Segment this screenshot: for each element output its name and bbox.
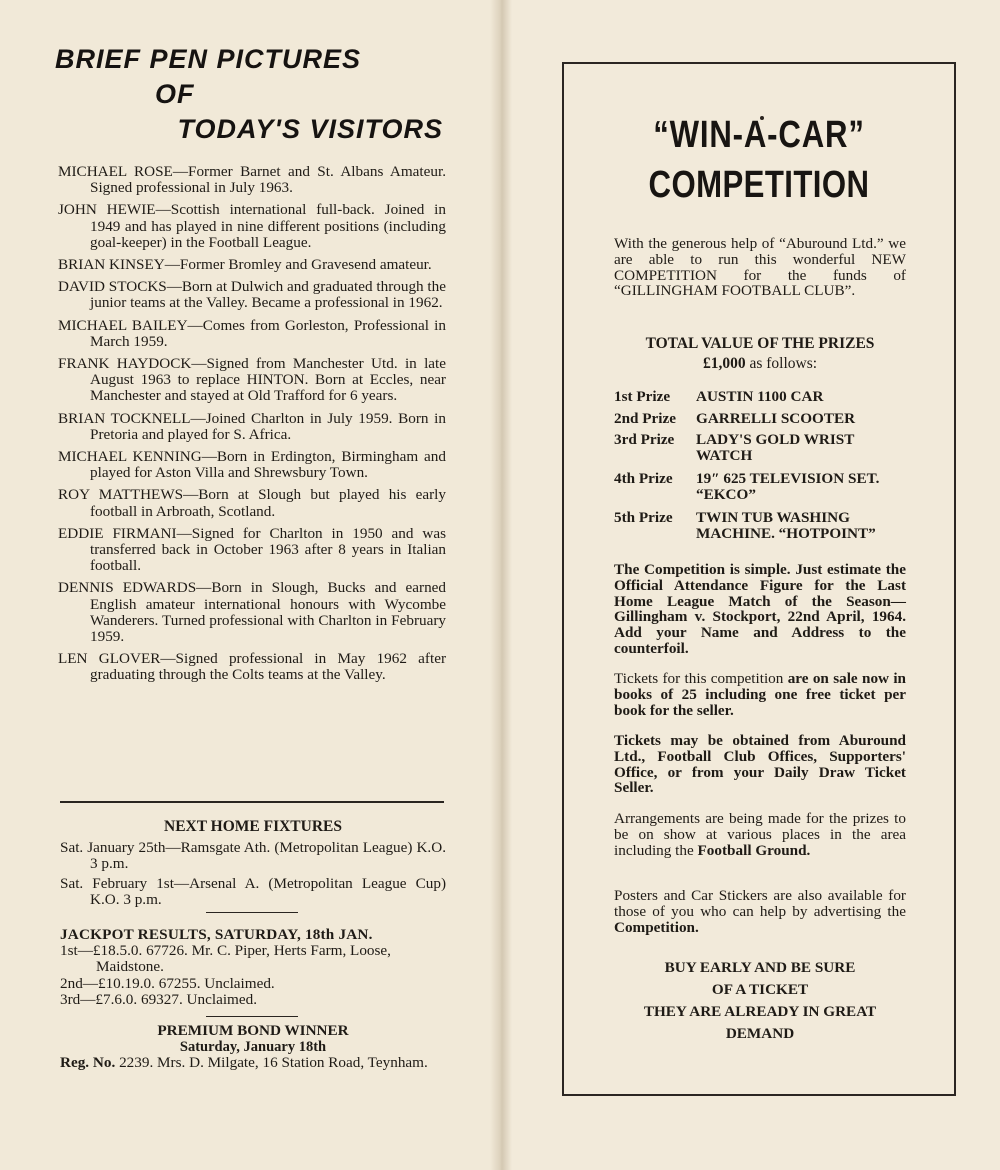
prize-place: 3rd Prize xyxy=(614,431,675,448)
competition-title: “WIN-A-CAR” xyxy=(653,114,865,156)
posters-a: Posters and Car Stickers are also available for those of you who can help by advertising the xyxy=(614,887,906,920)
total-amount: £1,000 xyxy=(702,355,746,372)
prize-place: 1st Prize xyxy=(614,388,671,405)
prize-item xyxy=(614,411,910,427)
premium-bond-detail: 2239. Mrs. D. Milgate, 16 Station Road, Teynham. xyxy=(119,1054,428,1071)
player-entry: ROY MATTHEWS—Born at Slough but played his early football in Arbroath, Scotland. xyxy=(58,486,446,520)
intro-text: With the generous help of “Aburound Ltd.” we are able to run this wonderful NEW COMPETITION for the funds of “GILLINGHAM FOOTBALL CLUB”. xyxy=(614,235,906,300)
short-divider xyxy=(206,1016,298,1017)
rules-text: The Competition is simple. Just estimate the Official Attendance Figure for the Last Home League Match of the Season—Gillingham v. Stockport, 22nd April, 1964. Add your Name and Address to the counterfoil. xyxy=(614,561,906,657)
player-entry: MICHAEL KENNING—Born in Erdington, Birmingham and played for Aston Villa and Shrewsbury Town. xyxy=(58,448,446,482)
player-entry: DAVID STOCKS—Born at Dulwich and graduated through the junior teams at the Valley. Became a professional in 1962. xyxy=(58,278,446,312)
prize-desc: GARRELLI SCOOTER xyxy=(696,410,856,427)
prize-item xyxy=(614,389,910,405)
arrangements-b: Football Ground. xyxy=(697,841,811,859)
heading-line-1: BRIEF PEN PICTURES xyxy=(55,44,362,74)
buy-early-notice xyxy=(600,957,920,1045)
prize-item xyxy=(614,471,910,503)
buy-line: DEMAND xyxy=(725,1025,795,1042)
jackpot-item: 3rd—£7.6.0. 69327. Unclaimed. xyxy=(60,991,257,1009)
player-entry: DENNIS EDWARDS—Born in Slough, Bucks and earned English amateur international honours with Wycombe Wanderers. Turned professional with Charlton in February 1959. xyxy=(58,579,446,646)
competition-subtitle: COMPETITION xyxy=(648,164,870,206)
prize-place: 4th Prize xyxy=(614,470,673,487)
arrangements-text xyxy=(614,811,906,858)
jackpot-title: JACKPOT RESULTS, SATURDAY, 18th JAN. xyxy=(60,926,373,943)
total-value-amount xyxy=(614,356,906,372)
posters-text xyxy=(614,888,906,935)
player-entry: MICHAEL BAILEY—Comes from Gorleston, Professional in March 1959. xyxy=(58,316,446,350)
player-entry: MICHAEL ROSE—Former Barnet and St. Albans Amateur. Signed professional in July 1963. xyxy=(58,163,446,197)
player-entry: JOHN HEWIE—Scottish international full-back. Joined in 1949 and has played in nine different positions (including goal-keeper) in the Football League. xyxy=(58,201,446,251)
prize-desc: AUSTIN 1100 CAR xyxy=(696,388,824,405)
short-divider xyxy=(206,912,298,913)
premium-bond-text xyxy=(60,1055,448,1071)
section-divider xyxy=(60,801,444,803)
heading-line-3: TODAY'S VISITORS xyxy=(177,114,443,144)
premium-bond-date: Saturday, January 18th xyxy=(179,1039,327,1055)
total-value-line: TOTAL VALUE OF THE PRIZES xyxy=(645,335,875,352)
posters-b: Competition. xyxy=(614,918,699,936)
jackpot-item: 1st—£18.5.0. 67726. Mr. C. Piper, Herts Farm, Loose, Maidstone. xyxy=(60,942,391,976)
total-suffix: as follows: xyxy=(749,355,818,372)
arrangements-a: Arrangements are being made for the prizes to be on show at various places in the area including the xyxy=(614,810,906,859)
prize-item xyxy=(614,510,910,542)
reg-label: Reg. No. xyxy=(60,1054,116,1071)
fixtures-title: NEXT HOME FIXTURES xyxy=(164,818,342,835)
premium-bond-title: PREMIUM BOND WINNER xyxy=(157,1022,349,1039)
player-entry: FRANK HAYDOCK—Signed from Manchester Utd. in late August 1963 to replace HINTON. Born at Eccles, near Manchester and stayed at Old Trafford for 6 years. xyxy=(58,355,446,405)
prize-place: 5th Prize xyxy=(614,509,673,526)
prize-desc: 19″ 625 TELEVISION SET. “EKCO” xyxy=(696,470,880,503)
jackpot-item: 2nd—£10.19.0. 67255. Unclaimed. xyxy=(60,974,275,992)
visitors-heading xyxy=(55,42,445,147)
page-gutter xyxy=(490,0,512,1170)
prize-item xyxy=(614,432,910,464)
buy-line: THEY ARE ALREADY IN GREAT xyxy=(643,1003,877,1020)
player-entry: EDDIE FIRMANI—Signed for Charlton in 1950 and was transferred back in October 1963 after 8 years in Italian football. xyxy=(58,524,446,575)
buy-line: BUY EARLY AND BE SURE xyxy=(664,959,856,976)
prize-desc: LADY'S GOLD WRIST WATCH xyxy=(696,431,855,464)
tickets-sale-a: Tickets for this competition xyxy=(614,670,784,687)
player-entry: BRIAN KINSEY—Former Bromley and Gravesend amateur. xyxy=(58,256,432,274)
tickets-obtain-text: Tickets may be obtained from Aburound Ltd., Football Club Offices, Supporters' Office, or from your Daily Draw Ticket Seller. xyxy=(614,732,906,797)
player-list xyxy=(58,164,446,690)
buy-line: OF A TICKET xyxy=(711,981,809,998)
fixture-item: Sat. February 1st—Arsenal A. (Metropolitan League Cup) K.O. 3 p.m. xyxy=(60,874,446,909)
tickets-sale-text xyxy=(614,671,906,718)
prize-place: 2nd Prize xyxy=(614,410,677,427)
jackpot-list xyxy=(60,943,448,1009)
fixtures-list xyxy=(60,840,446,912)
player-entry: LEN GLOVER—Signed professional in May 1962 after graduating through the Colts teams at the Valley. xyxy=(58,650,446,684)
heading-line-2: OF xyxy=(155,79,195,109)
fixture-item: Sat. January 25th—Ramsgate Ath. (Metropolitan League) K.O. 3 p.m. xyxy=(60,839,446,873)
player-entry: BRIAN TOCKNELL—Joined Charlton in July 1959. Born in Pretoria and played for S. Africa. xyxy=(58,409,446,443)
tickets-sale-b: are on sale now in books of 25 including one free ticket per book for the seller. xyxy=(614,670,907,719)
prize-desc: TWIN TUB WASHING MACHINE. “HOTPOINT” xyxy=(696,509,876,542)
